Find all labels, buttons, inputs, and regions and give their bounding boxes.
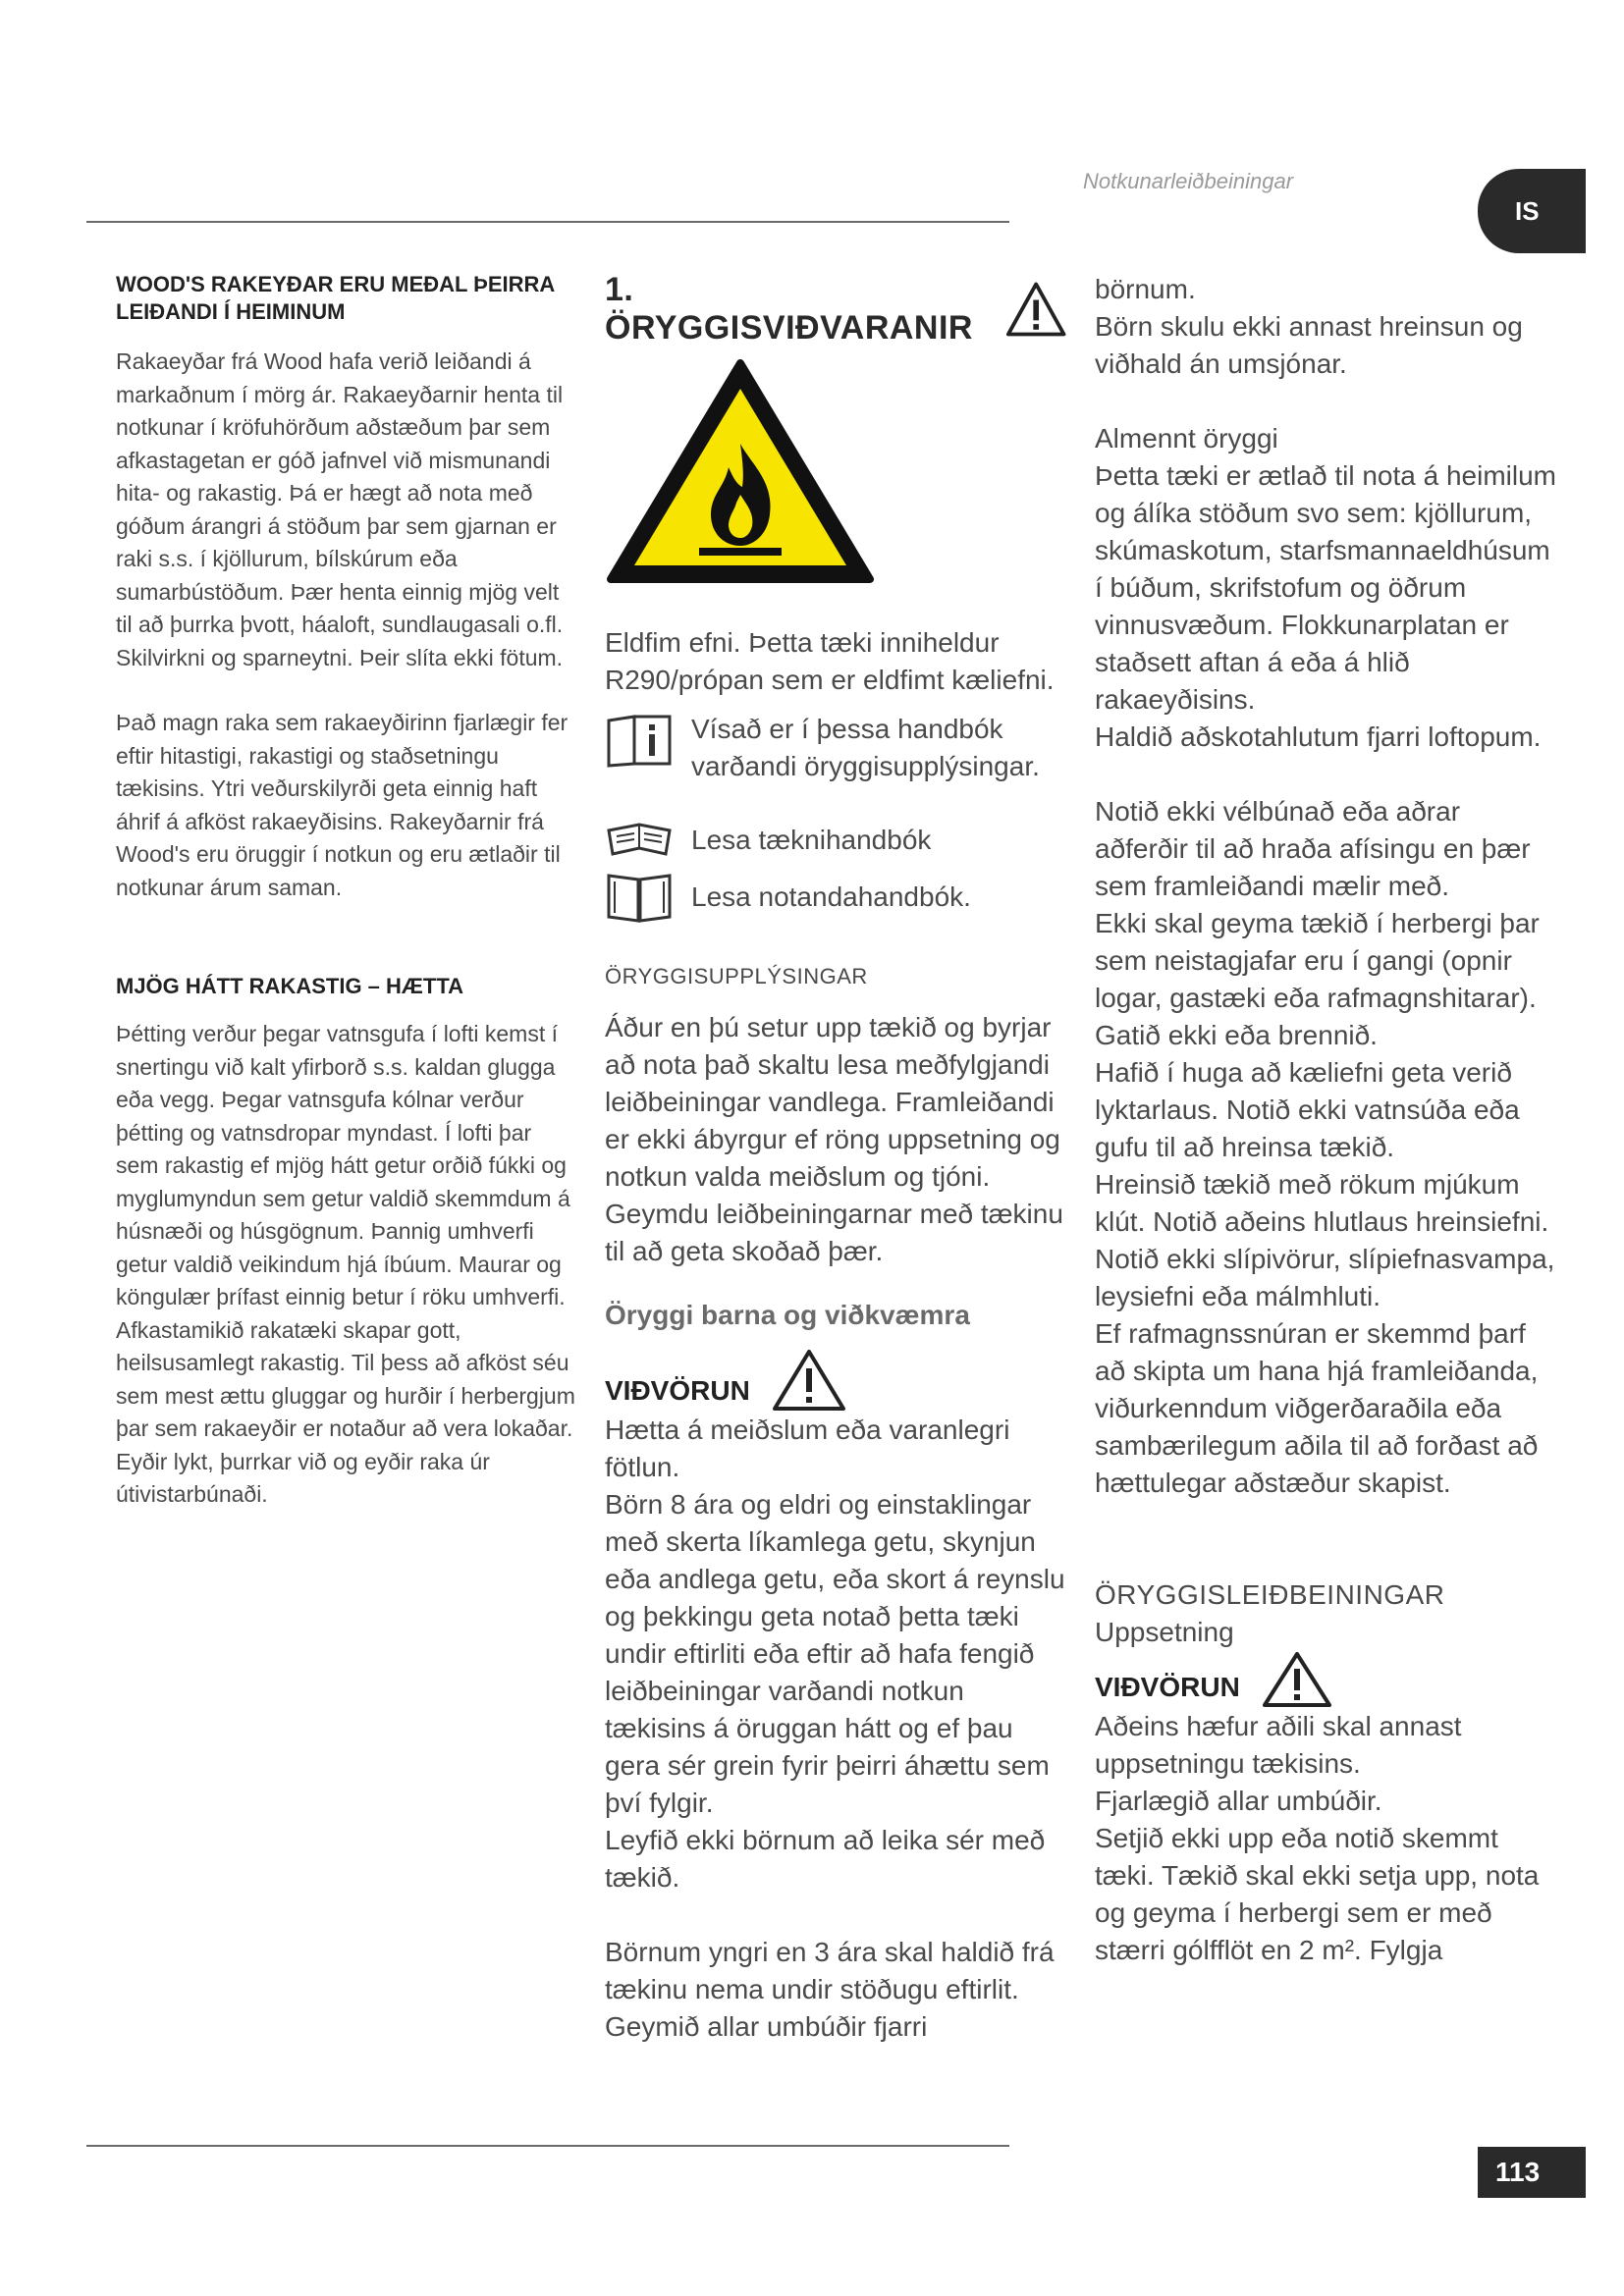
- column-3: [1095, 271, 1556, 1969]
- general-safety-heading: Almennt öryggi: [1095, 423, 1278, 454]
- warning-triangle-icon: [1005, 280, 1066, 339]
- warning-label-row: [605, 1349, 1066, 1412]
- safety-warnings-title: [605, 271, 1066, 347]
- paragraph-qualified: Aðeins hæfur aðili skal annast uppsetningu tækisins.: [1095, 1711, 1462, 1779]
- safety-guidelines-heading: ÖRYGGISLEIÐBEININGAR: [1095, 1579, 1445, 1610]
- page-number: 113: [1478, 2147, 1586, 2198]
- section-heading-humidity: MJÖG HÁTT RAKASTIG – HÆTTA: [116, 974, 464, 998]
- paragraph-children: Börn 8 ára og eldri og einstaklingar með skerta líkamlega getu, skynjun eða andlega getu, eða skort á reynslu og þekkingu geta notað þetta tæki undir eftirliti eða eftir að hafa fengið leiðbeiningar varðandi notkun tækisins á öruggan hátt og ef þau gera sér grein fyrir þeirri áhættu sem því fylgir.: [605, 1489, 1065, 1818]
- paragraph-info: Vísað er í þessa handbók varðandi öryggisupplýsingar.: [691, 714, 1040, 781]
- paragraph-condensation: Þétting verður þegar vatnsgufa í lofti kemst í snertingu við kalt yfirborð s.s. kaldan glugga eða vegg. Þegar vatnsgufa kólnar verður þétting og vatnsdropar myndast. Í lofti þar sem rakastig ef mjög hátt getur orðið fúkki og myglumyndun sem getur valdið skemmdum á húsnæði og húsgögnum. Þannig umhverfi getur valdið veikindum hjá íbúum. Maurar og köngulær þrífast einnig betur í röku umhverfi. Afkastamikið rakatæki skapar gott, heilsusamlegt rakastig. Til þess að afköst séu sem mest ættu gluggar og hurðir í herbergjum þar sem rakaeyðir er notaður að vera lokaðar. Eyðir lykt, þurrkar við og eyðir raka úr útivistarbúnaði.: [116, 1021, 575, 1507]
- tech-manual-label: Lesa tæknihandbók: [691, 825, 932, 855]
- user-manual-label: Lesa notandahandbók.: [691, 881, 971, 912]
- paragraph-intro: Rakaeyðar frá Wood hafa verið leiðandi á markaðnum í mörg ár. Rakaeyðarnir henta til notkunar í kröfuhörðum aðstæðum þar sem afkastagetan er góð jafnvel við mismunandi hita- og rakastig. Þá er hægt að nota með góðum árangri á stöðum þar sem gjarnan er raki s.s. í kjöllurum, bílskúrum eða sumarbústöðum. Þær henta einnig mjög velt til að þurrka þvott, háaloft, sundlaugasali o.fl. Skilvirkni og sparneytni. Þeir slíta ekki fötum.: [116, 348, 564, 670]
- paragraph-defrost: Notið ekki vélbúnað eða aðrar aðferðir til að hraða afísingu en þær sem framleiðandi mælir með.: [1095, 796, 1531, 901]
- paragraph-intended-use: Þetta tæki er ætlað til nota á heimilum og álíka stöðum svo sem: kjöllurum, skúmaskotum, starfsmannaeldhúsum í búðum, skrifstofum og öðrum vinnusvæðum. Flokkunarplatan er staðsett aftan á eða á hlið rakaeyðisins.: [1095, 460, 1556, 715]
- paragraph-no-play: Leyfið ekki börnum að leika sér með tækið.: [605, 1825, 1046, 1893]
- warning-label: VIÐVÖRUN: [605, 1375, 750, 1406]
- paragraph-under-3: Börnum yngri en 3 ára skal haldið frá tækinu nema undir stöðugu eftirlit.: [605, 1937, 1055, 2004]
- paragraph-injury-risk: Hætta á meiðslum eða varanlegri fötlun.: [605, 1415, 1010, 1482]
- user-manual-notice: [605, 870, 1066, 925]
- paragraph-flammable: Eldfim efni. Þetta tæki inniheldur R290/própan sem er eldfimt kæliefni.: [605, 627, 1055, 695]
- safety-info-heading: ÖRYGGISUPPLÝSINGAR: [605, 964, 868, 988]
- installation-heading: Uppsetning: [1095, 1617, 1234, 1647]
- paragraph-capacity: Það magn raka sem rakaeyðirinn fjarlægir fer eftir hitastigi, rakastigi og staðsetningu tækisins. Ytri veðurskilyrði geta einnig haft áhrif á afköst rakaeyðisins. Rakeyðarnir frá Wood's eru öruggir í notkun og eru ætlaðir til notkunar árum saman.: [116, 710, 568, 900]
- paragraph-vents: Haldið aðskotahlutum fjarri loftopum.: [1095, 721, 1542, 752]
- safety-warnings-title-text: 1. ÖRYGGISVIÐVARANIR: [605, 271, 973, 347]
- paragraph-clean: Hreinsið tækið með rökum mjúkum klút. Notið aðeins hlutlaus hreinsiefni. Notið ekki slípivörur, slípiefnasvampa, leysiefni eða málmhluti.: [1095, 1169, 1555, 1311]
- paragraph-before-install: Áður en þú setur upp tækið og byrjar að nota það skaltu lesa meðfylgjandi leiðbeiningar vandlega. Framleiðandi er ekki ábyrgur ef röng uppsetning og notkun valda meiðslum og tjóni. Geymdu leiðbeiningarnar með tækinu til að geta skoðað þær.: [605, 1012, 1063, 1266]
- section-heading-leading: WOOD'S RAKEYÐAR ERU MEÐAL ÞEIRRA LEIÐANDI Í HEIMINUM: [116, 272, 555, 324]
- paragraph-damaged: Setjið ekki upp eða notið skemmt tæki. Tækið skal ekki setja upp, nota og geyma í herbergi sem er með stærri gólfflöt en 2 m². Fylgja: [1095, 1823, 1540, 1965]
- column-2: [605, 271, 1066, 2046]
- paragraph-odourless: Hafið í huga að kæliefni geta verið lyktarlaus. Notið ekki vatnsúða eða gufu til að hreinsa tækið.: [1095, 1057, 1520, 1162]
- manual-book-icon: [605, 870, 674, 925]
- children-safety-heading: Öryggi barna og viðkvæmra: [605, 1300, 970, 1330]
- bottom-divider: [86, 2145, 1009, 2147]
- open-book-icon: [605, 821, 674, 860]
- column-1: [116, 271, 577, 1512]
- header-title: Notkunarleiðbeiningar: [1083, 169, 1294, 193]
- paragraph-remove-packaging: Fjarlægið allar umbúðir.: [1095, 1786, 1382, 1816]
- warning-triangle-icon: [1262, 1651, 1332, 1708]
- paragraph-ignition: Ekki skal geyma tækið í herbergi þar sem neistagjafar eru í gangi (opnir logar, gastæki eða rafmagnshitarar). Gatið ekki eða brennið.: [1095, 908, 1540, 1050]
- top-divider: [86, 221, 1009, 223]
- warning-label-2: VIÐVÖRUN: [1095, 1672, 1240, 1702]
- info-book-icon: [605, 711, 674, 770]
- tech-manual-notice: [605, 821, 1066, 860]
- paragraph-cleaning-children: Börn skulu ekki annast hreinsun og viðhald án umsjónar.: [1095, 311, 1523, 379]
- warning-label-row-2: [1095, 1651, 1556, 1708]
- warning-triangle-icon: [772, 1349, 846, 1412]
- info-notice: [605, 711, 1066, 785]
- flammable-hazard-icon: [605, 357, 876, 585]
- paragraph-power-cord: Ef rafmagnssnúran er skemmd þarf að skipta um hana hjá framleiðanda, viðurkenndum viðgerðaraðila eða sambærilegum aðila til að forðast að hættulegar aðstæður skapist.: [1095, 1318, 1539, 1498]
- language-tab: IS: [1478, 169, 1586, 253]
- paragraph-packaging: Geymið allar umbúðir fjarri: [605, 2011, 928, 2042]
- paragraph-continued: börnum.: [1095, 274, 1196, 304]
